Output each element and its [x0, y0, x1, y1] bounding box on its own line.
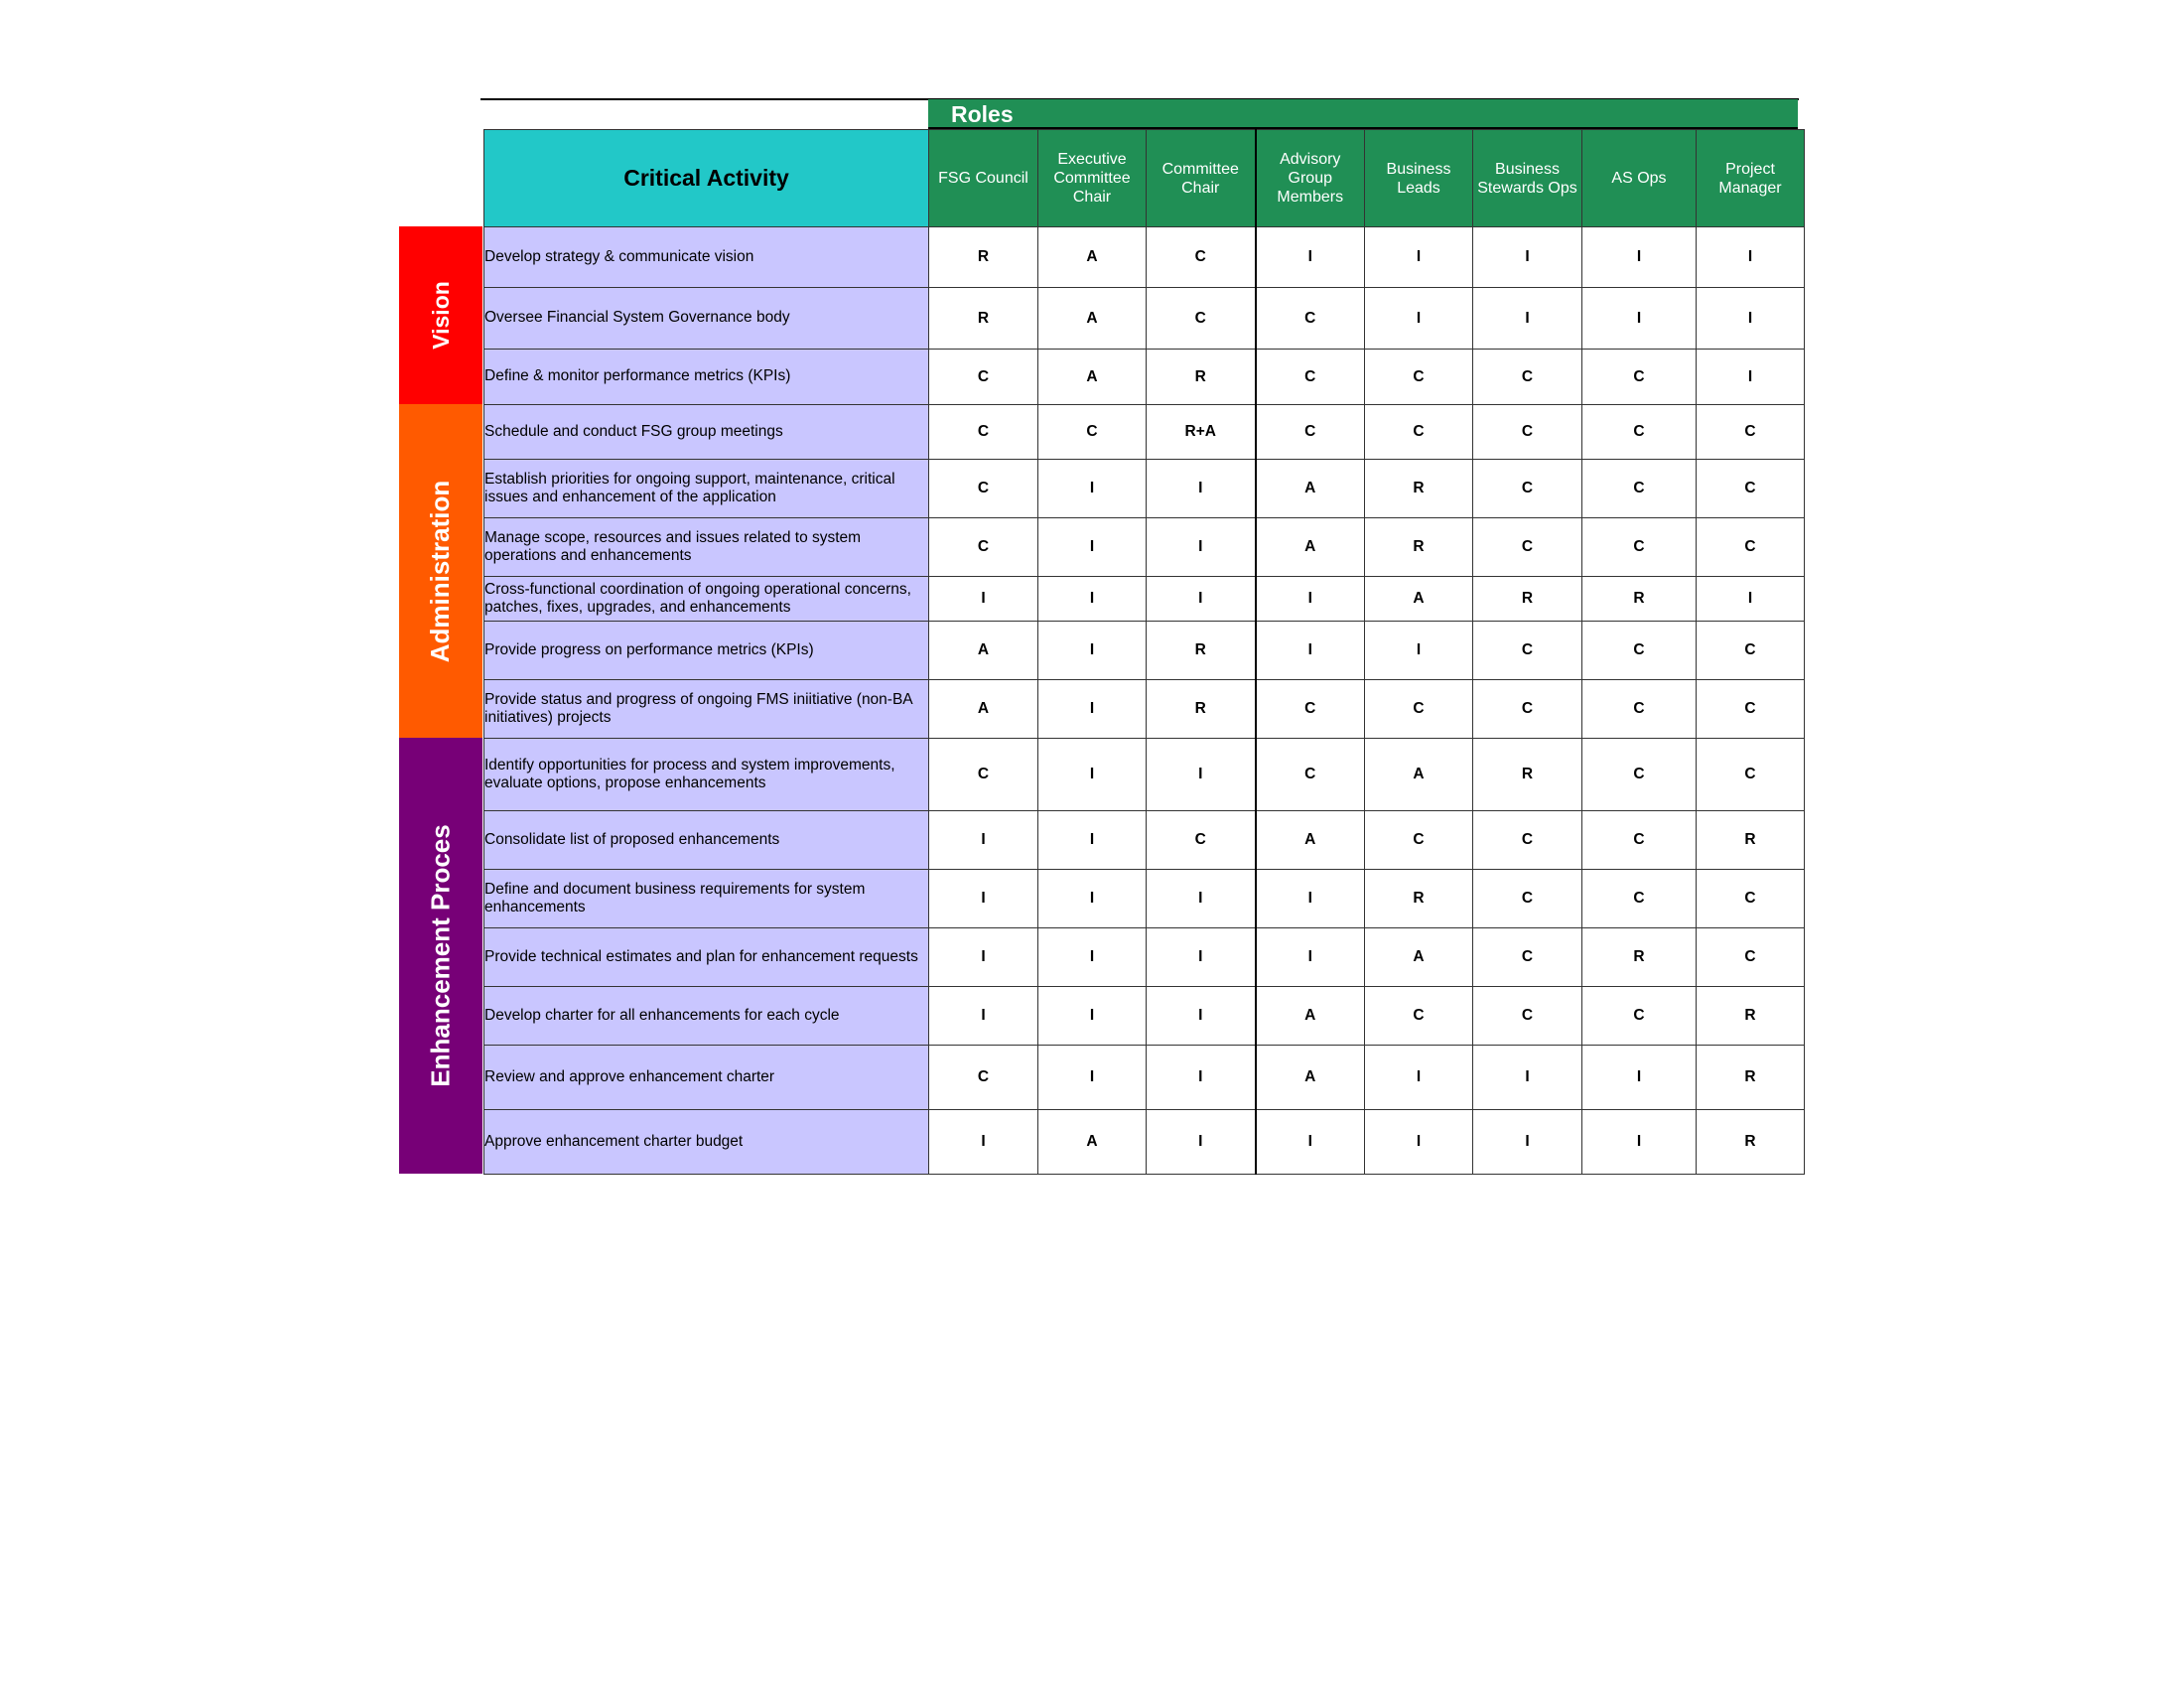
table-row [484, 811, 1805, 870]
raci-cell-business-leads: C [1365, 405, 1473, 460]
raci-cell-executive-committee-chair: I [1038, 811, 1147, 870]
raci-cell-executive-committee-chair: I [1038, 870, 1147, 928]
raci-cell-fsg-council: I [929, 870, 1038, 928]
raci-cell-executive-committee-chair: A [1038, 350, 1147, 405]
raci-cell-business-stewards-ops: I [1473, 1110, 1582, 1175]
role-header-label: Executive Committee Chair [1053, 151, 1131, 206]
activity-cell: Consolidate list of proposed enhancements [484, 811, 929, 870]
role-header-label: Committee Chair [1161, 160, 1239, 197]
raci-cell-committee-chair: I [1147, 518, 1256, 577]
activity-cell: Establish priorities for ongoing support, maintenance, critical issues and enhancement of the application [484, 460, 929, 518]
activity-cell: Develop strategy & communicate vision [484, 227, 929, 288]
raci-cell-project-manager: C [1697, 518, 1805, 577]
raci-cell-fsg-council: I [929, 987, 1038, 1046]
raci-cell-business-stewards-ops: I [1473, 227, 1582, 288]
raci-cell-as-ops: I [1582, 227, 1697, 288]
raci-cell-fsg-council: I [929, 811, 1038, 870]
raci-cell-committee-chair: C [1147, 811, 1256, 870]
raci-cell-advisory-group-members: C [1256, 405, 1365, 460]
raci-cell-committee-chair: R [1147, 680, 1256, 739]
raci-cell-executive-committee-chair: A [1038, 288, 1147, 350]
raci-cell-fsg-council: C [929, 518, 1038, 577]
raci-cell-committee-chair: I [1147, 460, 1256, 518]
raci-cell-as-ops: I [1582, 1046, 1697, 1110]
raci-cell-executive-committee-chair: I [1038, 680, 1147, 739]
role-header-advisory-group-members [1256, 130, 1365, 227]
table-row [484, 518, 1805, 577]
raci-cell-executive-committee-chair: A [1038, 1110, 1147, 1175]
activity-cell: Define and document business requirements for system enhancements [484, 870, 929, 928]
raci-cell-business-leads: C [1365, 350, 1473, 405]
raci-cell-business-stewards-ops: C [1473, 928, 1582, 987]
raci-cell-business-leads: I [1365, 622, 1473, 680]
raci-cell-advisory-group-members: C [1256, 739, 1365, 811]
raci-cell-executive-committee-chair: I [1038, 622, 1147, 680]
raci-cell-business-stewards-ops: R [1473, 577, 1582, 622]
category-vision [399, 226, 482, 404]
table-row [484, 1046, 1805, 1110]
role-header-committee-chair [1147, 130, 1256, 227]
raci-cell-project-manager: R [1697, 1110, 1805, 1175]
table-row [484, 577, 1805, 622]
raci-cell-business-leads: I [1365, 1110, 1473, 1175]
raci-cell-executive-committee-chair: C [1038, 405, 1147, 460]
raci-cell-fsg-council: I [929, 928, 1038, 987]
role-header-row [484, 130, 1805, 227]
table-row [484, 350, 1805, 405]
activity-cell: Approve enhancement charter budget [484, 1110, 929, 1175]
raci-cell-project-manager: C [1697, 739, 1805, 811]
raci-cell-advisory-group-members: I [1256, 577, 1365, 622]
category-label: Vision [427, 281, 454, 350]
raci-cell-project-manager: I [1697, 288, 1805, 350]
activity-cell: Review and approve enhancement charter [484, 1046, 929, 1110]
raci-cell-as-ops: C [1582, 739, 1697, 811]
raci-cell-business-stewards-ops: C [1473, 987, 1582, 1046]
raci-cell-executive-committee-chair: I [1038, 1046, 1147, 1110]
raci-cell-as-ops: C [1582, 811, 1697, 870]
raci-cell-as-ops: C [1582, 870, 1697, 928]
raci-cell-business-stewards-ops: I [1473, 288, 1582, 350]
raci-cell-advisory-group-members: A [1256, 1046, 1365, 1110]
raci-cell-advisory-group-members: I [1256, 1110, 1365, 1175]
raci-cell-executive-committee-chair: I [1038, 987, 1147, 1046]
raci-cell-project-manager: C [1697, 622, 1805, 680]
raci-cell-as-ops: I [1582, 288, 1697, 350]
raci-cell-committee-chair: I [1147, 870, 1256, 928]
raci-cell-as-ops: C [1582, 350, 1697, 405]
role-header-label: Business Leads [1386, 160, 1451, 197]
raci-cell-as-ops: C [1582, 622, 1697, 680]
raci-cell-project-manager: I [1697, 227, 1805, 288]
raci-cell-business-stewards-ops: C [1473, 622, 1582, 680]
table-row [484, 1110, 1805, 1175]
raci-cell-fsg-council: C [929, 405, 1038, 460]
category-label: Enhancement Proces [425, 824, 456, 1087]
raci-cell-as-ops: I [1582, 1110, 1697, 1175]
raci-cell-advisory-group-members: I [1256, 870, 1365, 928]
raci-cell-business-stewards-ops: I [1473, 1046, 1582, 1110]
raci-cell-committee-chair: I [1147, 739, 1256, 811]
activity-cell: Manage scope, resources and issues related to system operations and enhancements [484, 518, 929, 577]
raci-cell-business-leads: R [1365, 870, 1473, 928]
table-row [484, 227, 1805, 288]
raci-cell-as-ops: C [1582, 680, 1697, 739]
critical-activity-header: Critical Activity [484, 130, 929, 227]
raci-cell-business-stewards-ops: C [1473, 350, 1582, 405]
activity-cell: Cross-functional coordination of ongoing operational concerns, patches, fixes, upgrades, and enhancements [484, 577, 929, 622]
table-row [484, 288, 1805, 350]
activity-cell: Identify opportunities for process and system improvements, evaluate options, propose enhancements [484, 739, 929, 811]
role-header-label: Advisory Group Members [1277, 151, 1344, 206]
raci-cell-business-stewards-ops: R [1473, 739, 1582, 811]
raci-cell-business-leads: C [1365, 811, 1473, 870]
raci-cell-advisory-group-members: C [1256, 680, 1365, 739]
activity-cell: Develop charter for all enhancements for each cycle [484, 987, 929, 1046]
raci-cell-fsg-council: C [929, 460, 1038, 518]
raci-cell-business-stewards-ops: C [1473, 460, 1582, 518]
raci-cell-project-manager: R [1697, 1046, 1805, 1110]
raci-cell-business-leads: C [1365, 680, 1473, 739]
category-administration [399, 404, 482, 738]
raci-cell-business-leads: R [1365, 460, 1473, 518]
activity-cell: Schedule and conduct FSG group meetings [484, 405, 929, 460]
raci-matrix [483, 129, 1805, 1175]
raci-cell-project-manager: I [1697, 350, 1805, 405]
raci-cell-business-leads: A [1365, 928, 1473, 987]
raci-cell-business-leads: I [1365, 1046, 1473, 1110]
raci-cell-project-manager: C [1697, 928, 1805, 987]
raci-cell-advisory-group-members: C [1256, 288, 1365, 350]
raci-cell-committee-chair: C [1147, 288, 1256, 350]
raci-cell-fsg-council: R [929, 227, 1038, 288]
raci-cell-fsg-council: I [929, 577, 1038, 622]
raci-cell-project-manager: C [1697, 405, 1805, 460]
raci-cell-project-manager: I [1697, 577, 1805, 622]
raci-cell-business-leads: A [1365, 739, 1473, 811]
table-row [484, 739, 1805, 811]
raci-cell-as-ops: C [1582, 460, 1697, 518]
activity-cell: Oversee Financial System Governance body [484, 288, 929, 350]
raci-cell-advisory-group-members: A [1256, 460, 1365, 518]
raci-cell-business-leads: I [1365, 227, 1473, 288]
raci-cell-advisory-group-members: I [1256, 622, 1365, 680]
table-row [484, 622, 1805, 680]
table-row [484, 870, 1805, 928]
raci-cell-fsg-council: I [929, 1110, 1038, 1175]
raci-cell-committee-chair: I [1147, 577, 1256, 622]
raci-cell-executive-committee-chair: I [1038, 577, 1147, 622]
raci-cell-business-stewards-ops: C [1473, 680, 1582, 739]
category-enhancement-proces [399, 738, 482, 1174]
role-header-label: Business Stewards Ops [1477, 160, 1577, 197]
activity-cell: Provide status and progress of ongoing FMS iniitiative (non-BA initiatives) projects [484, 680, 929, 739]
raci-cell-advisory-group-members: C [1256, 350, 1365, 405]
raci-cell-committee-chair: I [1147, 1110, 1256, 1175]
raci-cell-business-leads: I [1365, 288, 1473, 350]
raci-cell-fsg-council: A [929, 680, 1038, 739]
raci-cell-fsg-council: C [929, 1046, 1038, 1110]
raci-cell-business-leads: R [1365, 518, 1473, 577]
raci-cell-advisory-group-members: A [1256, 987, 1365, 1046]
role-header-as-ops [1582, 130, 1697, 227]
raci-cell-business-leads: C [1365, 987, 1473, 1046]
raci-cell-project-manager: C [1697, 680, 1805, 739]
raci-cell-advisory-group-members: A [1256, 811, 1365, 870]
role-header-executive-committee-chair [1038, 130, 1147, 227]
raci-cell-fsg-council: C [929, 739, 1038, 811]
raci-cell-committee-chair: R [1147, 350, 1256, 405]
raci-cell-advisory-group-members: I [1256, 928, 1365, 987]
raci-cell-as-ops: R [1582, 928, 1697, 987]
raci-cell-project-manager: R [1697, 811, 1805, 870]
table-row [484, 405, 1805, 460]
raci-cell-fsg-council: C [929, 350, 1038, 405]
raci-cell-business-stewards-ops: C [1473, 870, 1582, 928]
raci-cell-fsg-council: A [929, 622, 1038, 680]
raci-cell-as-ops: R [1582, 577, 1697, 622]
raci-cell-executive-committee-chair: I [1038, 460, 1147, 518]
role-header-label: FSG Council [938, 170, 1028, 187]
raci-cell-project-manager: C [1697, 460, 1805, 518]
raci-cell-as-ops: C [1582, 405, 1697, 460]
raci-cell-committee-chair: I [1147, 1046, 1256, 1110]
raci-cell-business-stewards-ops: C [1473, 518, 1582, 577]
raci-cell-advisory-group-members: I [1256, 227, 1365, 288]
raci-cell-committee-chair: I [1147, 928, 1256, 987]
role-header-fsg-council [929, 130, 1038, 227]
role-header-label: AS Ops [1611, 170, 1667, 187]
raci-cell-business-stewards-ops: C [1473, 811, 1582, 870]
raci-body [484, 227, 1805, 1175]
raci-cell-committee-chair: R [1147, 622, 1256, 680]
role-header-business-leads [1365, 130, 1473, 227]
role-header-project-manager [1697, 130, 1805, 227]
activity-cell: Provide technical estimates and plan for enhancement requests [484, 928, 929, 987]
raci-cell-committee-chair: R+A [1147, 405, 1256, 460]
raci-cell-business-stewards-ops: C [1473, 405, 1582, 460]
category-label: Administration [425, 480, 456, 662]
raci-cell-executive-committee-chair: I [1038, 518, 1147, 577]
raci-cell-project-manager: R [1697, 987, 1805, 1046]
raci-cell-advisory-group-members: A [1256, 518, 1365, 577]
raci-cell-business-leads: A [1365, 577, 1473, 622]
raci-cell-executive-committee-chair: A [1038, 227, 1147, 288]
table-row [484, 928, 1805, 987]
raci-cell-committee-chair: C [1147, 227, 1256, 288]
raci-cell-executive-committee-chair: I [1038, 928, 1147, 987]
table-row [484, 680, 1805, 739]
role-header-label: Project Manager [1718, 160, 1782, 197]
raci-cell-as-ops: C [1582, 987, 1697, 1046]
raci-cell-executive-committee-chair: I [1038, 739, 1147, 811]
raci-cell-committee-chair: I [1147, 987, 1256, 1046]
raci-cell-project-manager: C [1697, 870, 1805, 928]
role-header-business-stewards-ops [1473, 130, 1582, 227]
activity-cell: Define & monitor performance metrics (KPIs) [484, 350, 929, 405]
roles-header-bar: Roles [928, 99, 1798, 129]
raci-cell-fsg-council: R [929, 288, 1038, 350]
activity-cell: Provide progress on performance metrics (KPIs) [484, 622, 929, 680]
raci-cell-as-ops: C [1582, 518, 1697, 577]
table-row [484, 987, 1805, 1046]
table-row [484, 460, 1805, 518]
